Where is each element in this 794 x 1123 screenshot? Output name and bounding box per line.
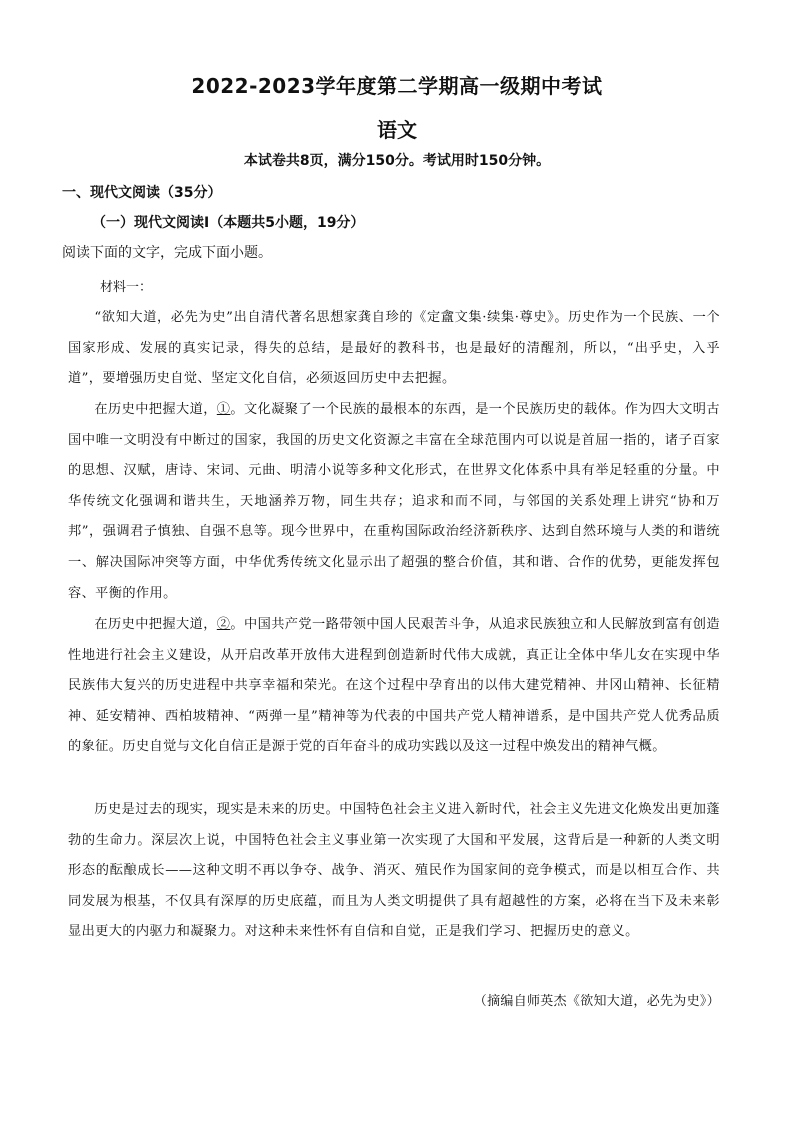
paragraph-2-body: 。文化凝聚了一个民族的最根本的东西，是一个民族历史的载体。作为四大文明古国中唯一文明没有中断过的国家，我国的历史文化资源之丰富在全球范围内可以说是首屈一指的，诸子百家的思想、汉赋，唐诗、宋词、元曲、明清小说等多种文化形式，在世界文化体系中具有举足轻重的分量。中华传统文化强调和谐共生，天地涵养万物，同生共存；追求和而不同，与邻国的关系处理上讲究“协和万邦”，强调君子慎独、自强不息等。现今世界中，在重构国际政治经济新秩序、达到自然环境与人类的和谐统一、解决国际冲突等方面，中华优秀传统文化显示出了超强的整合价值，其和谐、合作的优势，更能发挥包容、平衡的作用。 xyxy=(68,402,720,601)
exam-title: 2022-2023学年度第二学期高一级期中考试 xyxy=(191,74,603,98)
subsection-heading: （一）现代文阅读Ⅰ（本题共5小题，19分） xyxy=(92,215,365,231)
passage-source: （摘编自师英杰《欲知大道，必先为史》） xyxy=(473,994,720,1009)
paragraph-3-body: 。中国共产党一路带领中国人民艰苦斗争，从追求民族独立和人民解放到富有创造性地进行社会主义建设，从开启改革开放伟大进程到创造新时代伟大成就，真正让全体中华儿女在实现中华民族伟大复兴的历史进程中共享幸福和荣光。在这个过程中孕育出的以伟大建党精神、井冈山精神、长征精神、延安精神、西柏坡精神、“两弹一星”精神等为代表的中国共产党人精神谱系，是中国共产党人优秀品质的象征。历史自觉与文化自信正是源于党的百年奋斗的成功实践以及这一过程中焕发出的精神气概。 xyxy=(68,617,720,755)
task-instruction: 阅读下面的文字，完成下面小题。 xyxy=(62,245,272,261)
passage-paragraph-2 xyxy=(68,395,720,609)
passage-paragraph-1: “欲知大道，必先为史”出自清代著名思想家龚自珍的《定盦文集·续集·尊史》。历史作为一个民族、一个国家形成、发展的真实记录，得失的总结，是最好的教科书，也是最好的清醒剂，所以，“出乎史，入乎道”，要增强历史自觉、坚定文化自信，必须返回历史中去把握。 xyxy=(68,310,720,387)
material-label: 材料一： xyxy=(100,280,153,295)
paragraph-2-lead: 在历史中把握大道， xyxy=(94,402,217,417)
blank-marker-1: ① xyxy=(216,402,231,417)
paragraph-3-lead: 在历史中把握大道， xyxy=(94,617,217,632)
exam-instructions: 本试卷共8页，满分150分。考试用时150分钟。 xyxy=(243,153,551,169)
blank-marker-2: ② xyxy=(216,617,231,632)
subject-title: 语文 xyxy=(377,118,417,142)
section-heading: 一、现代文阅读（35分） xyxy=(62,185,222,201)
passage-paragraph-3 xyxy=(68,610,720,763)
passage-paragraph-4: 历史是过去的现实，现实是未来的历史。中国特色社会主义进入新时代，社会主义先进文化焕发出更加蓬勃的生命力。深层次上说，中国特色社会主义事业第一次实现了大国和平发展，这背后是一种新的人类文明形态的酝酿成长——这种文明不再以争夺、战争、消灭、殖民作为国家间的竞争模式，而是以相互合作、共同发展为根基，不仅具有深厚的历史底蕴，而且为人类文明提供了具有超越性的方案，必将在当下及未来彰显出更大的内驱力和凝聚力。对这种未来性怀有自信和自觉，正是我们学习、把握历史的意义。 xyxy=(68,802,720,940)
